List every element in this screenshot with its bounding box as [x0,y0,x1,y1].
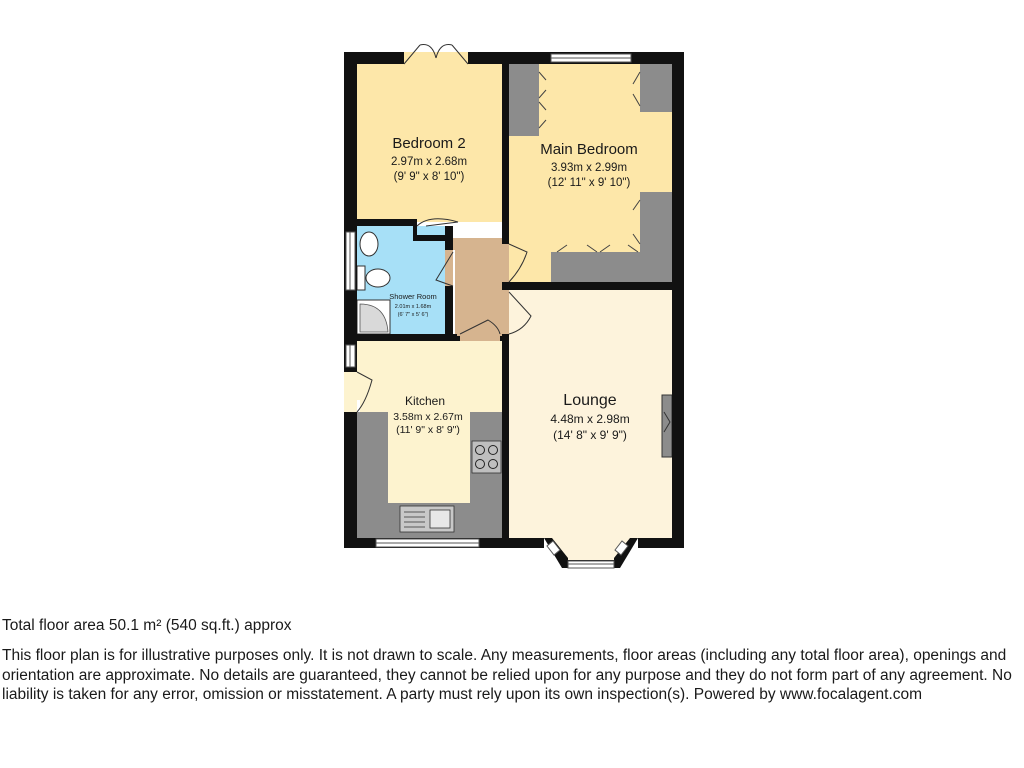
bedroom-2-name: Bedroom 2 [392,135,466,152]
kitchen-imperial: (11' 9" x 8' 9") [396,424,460,436]
lounge-metric: 4.48m x 2.98m [550,412,630,426]
total-floor-area: Total floor area 50.1 m² (540 sq.ft.) approx [2,617,292,634]
wc-pan [366,269,390,287]
sink-bowl [430,510,450,528]
wc-cistern [357,266,365,290]
shower-room-name: Shower Room [389,292,437,301]
basin [360,232,378,256]
kitchen-hob [472,441,501,473]
shower-room-imperial: (6' 7" x 5' 6") [397,312,429,318]
wardrobe [509,64,539,136]
main-bedroom-imperial: (12' 11" x 9' 10") [547,177,631,189]
kitchen-metric: 3.58m x 2.67m [393,411,463,423]
bedroom-2-metric: 2.97m x 2.68m [390,156,468,168]
lounge-name: Lounge [563,392,617,409]
kitchen-name: Kitchen [404,394,446,408]
main-bedroom-name: Main Bedroom [540,141,638,158]
bedroom-2-imperial: (9' 9" x 8' 10") [393,171,465,183]
wardrobe [640,64,672,112]
fireplace [662,395,672,457]
plan-footer [2,616,1022,705]
lounge-imperial: (14' 8" x 9' 9") [553,428,627,442]
disclaimer-text: This floor plan is for illustrative purposes only. It is not drawn to scale. Any measurements, floor areas (including any total floor area), openings and orientation are approximate. No details are guaranteed, they cannot be relied upon for any purpose and they do not form part of any agreement. No liability is taken for any error, omission or misstatement. A party must rely upon its own inspection(s). Powered by www.focalagent.com [2,647,1012,703]
main-bedroom-metric: 3.93m x 2.99m [550,162,628,174]
shower-room-metric: 2.01m x 1.68m [394,304,432,310]
hallway-floor [445,238,502,336]
